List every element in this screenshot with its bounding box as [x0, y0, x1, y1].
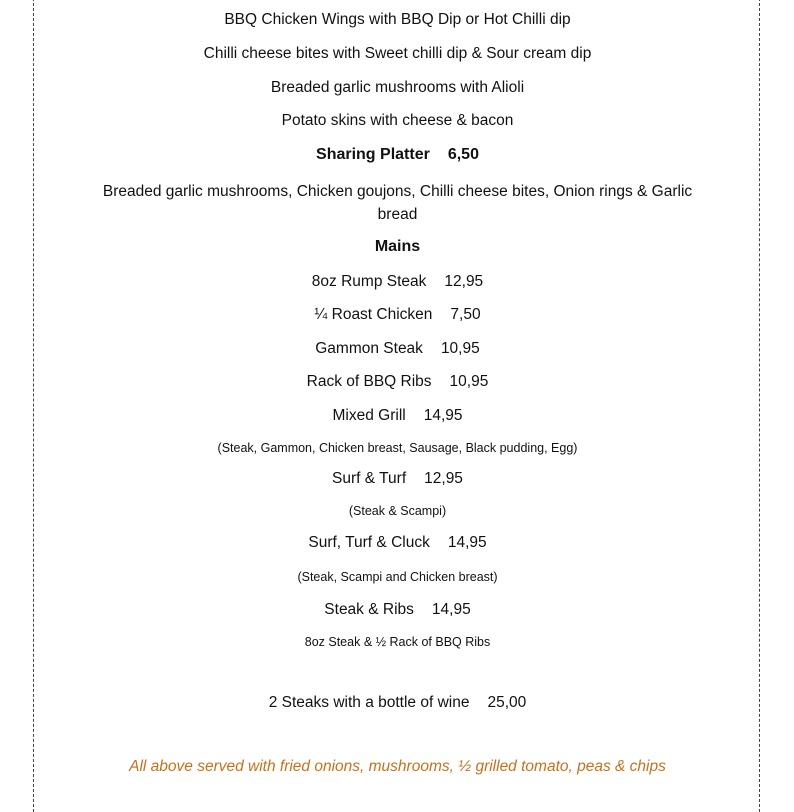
starter-item: Potato skins with cheese & bacon: [281, 112, 514, 129]
deal-item: [34, 694, 761, 712]
menu-item: [34, 306, 761, 324]
menu-item-name: 8oz Rump Steak: [311, 273, 427, 290]
sharing-platter-price: 6,50: [447, 146, 479, 163]
served-with-note: All above served with fried onions, mushrooms, ½ grilled tomato, peas & chips: [129, 758, 666, 775]
menu-item-name: Surf, Turf & Cluck: [308, 534, 430, 551]
menu-item: [34, 373, 761, 391]
menu-item-name: Mixed Grill: [332, 407, 406, 424]
menu-item-price: 10,95: [449, 373, 489, 390]
mains-heading: Mains: [374, 238, 421, 255]
deal-item-name: 2 Steaks with a bottle of wine: [268, 694, 470, 711]
menu-item-name: Gammon Steak: [315, 340, 423, 357]
starter-item: Breaded garlic mushrooms with Alioli: [270, 79, 525, 96]
menu-item-note: (Steak, Gammon, Chicken breast, Sausage, Black pudding, Egg): [217, 441, 578, 455]
sharing-platter-heading: [34, 146, 761, 164]
menu-item-price: 12,95: [424, 470, 463, 487]
deal-item-price: 25,00: [487, 694, 527, 711]
menu-item-price: 14,95: [431, 601, 471, 618]
menu-item-name: Surf & Turf: [332, 470, 407, 487]
sharing-platter-name: Sharing Platter: [316, 146, 430, 163]
menu-item-name: Rack of BBQ Ribs: [306, 373, 432, 390]
menu-item-price: 10,95: [440, 340, 480, 357]
menu-item-name: Steak & Ribs: [324, 601, 414, 618]
menu-item: [34, 534, 761, 552]
menu-item-note: 8oz Steak & ½ Rack of BBQ Ribs: [304, 635, 491, 649]
menu-item: [34, 470, 761, 488]
menu-item: [34, 407, 761, 425]
menu-item-price: 14,95: [423, 407, 463, 424]
menu-item-name: ¼ Roast Chicken: [314, 306, 433, 323]
starter-item: BBQ Chicken Wings with BBQ Dip or Hot Chilli dip: [224, 11, 571, 28]
menu-item-price: 7,50: [450, 306, 481, 323]
menu-item-price: 14,95: [447, 534, 487, 551]
menu-item-note: (Steak & Scampi): [348, 504, 447, 518]
menu-item-price: 12,95: [444, 273, 484, 290]
menu-item: [34, 340, 761, 358]
menu-item: [34, 601, 761, 619]
menu-item-note: (Steak, Scampi and Chicken breast): [297, 570, 498, 584]
starter-item: Chilli cheese bites with Sweet chilli dip & Sour cream dip: [203, 45, 592, 62]
sharing-platter-description: Breaded garlic mushrooms, Chicken goujons, Chilli cheese bites, Onion rings & Garlic bread: [102, 183, 693, 223]
menu-item: [34, 273, 761, 291]
menu-page: [33, 0, 760, 812]
